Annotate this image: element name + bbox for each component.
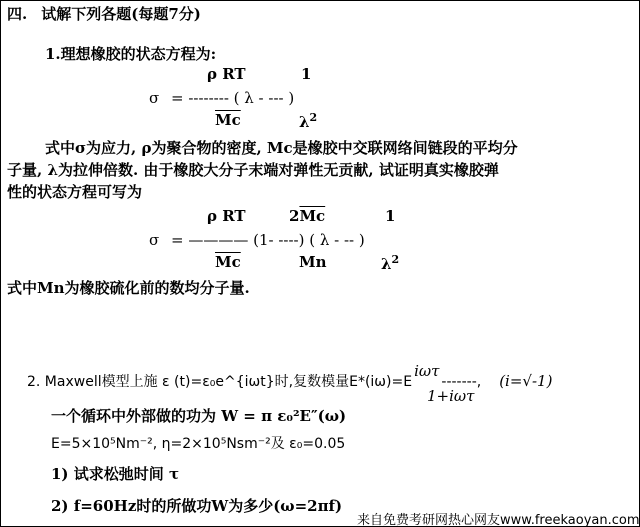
work-statement: 一个循环中外部做的功为 W = π ε₀²E″(ω) (51, 407, 347, 425)
explanation-line-2: 子量, λ为拉伸倍数. 由于橡胶大分子末端对弹性无贡献, 试证明真实橡胶弹 (7, 161, 499, 179)
problem-2-text: 2. Maxwell模型上施 ε (t)=ε₀e^{iωt}时,复数模量E*(iω)=E (27, 374, 413, 390)
handwritten-denominator: 1+iωτ (427, 387, 475, 405)
formula2-lambda-denominator: $\lambda^2$ (381, 253, 400, 273)
section-title: 试解下列各题(每题7分) (41, 5, 201, 23)
formula1-lambda-denominator: $\lambda^2$ (299, 111, 318, 131)
watermark: 来自免费考研网热心网友www.freekaoyan.com (355, 509, 640, 527)
formula1-numerator: ρ RT (207, 65, 246, 83)
formula2-numerator: ρ RT (207, 207, 246, 225)
question-1: 1) 试求松弛时间 τ (51, 465, 180, 483)
handwritten-numerator: iωτ (414, 362, 440, 380)
formula1-main-line: = -------- ( λ - --- ) (171, 89, 295, 107)
formula2-denominator: $\overline{Mc}$ (215, 253, 241, 271)
formula2-bracket-denominator: Mn (299, 253, 327, 271)
formula1-denominator: $\overline{Mc}$ (215, 111, 241, 129)
section-header (7, 3, 201, 24)
explanation-line-1: 式中σ为应力, ρ为聚合物的密度, Mc是橡胶中交联网络间链段的平均分 (45, 139, 518, 157)
given-values: E=5×10⁵Nm⁻², η=2×10⁵Nsm⁻²及 ε₀=0.05 (51, 436, 346, 452)
formula2-bracket-numerator: $2\overline{Mc}$ (289, 207, 326, 225)
formula1-lambda-numerator: 1 (301, 65, 312, 83)
question-2: 2) f=60Hz时的所做功W为多少(ω=2πf) (51, 497, 343, 515)
mn-definition: 式中Mn为橡胶硫化前的数均分子量. (7, 279, 250, 297)
section-number: 四. (7, 5, 28, 23)
formula2-main-line: = ———— (1- ----) ( λ - -- ) (171, 231, 365, 249)
problem-2-dashes: -------, (441, 374, 482, 390)
formula2-lambda-numerator: 1 (385, 207, 396, 225)
formula2-lhs: σ (149, 231, 160, 249)
problem-1-title: 1.理想橡胶的状态方程为: (45, 45, 217, 63)
handwritten-i-note: (i=√-1) (499, 372, 553, 390)
explanation-line-3: 性的状态方程可写为 (7, 183, 143, 201)
formula1-lhs: σ (149, 89, 160, 107)
